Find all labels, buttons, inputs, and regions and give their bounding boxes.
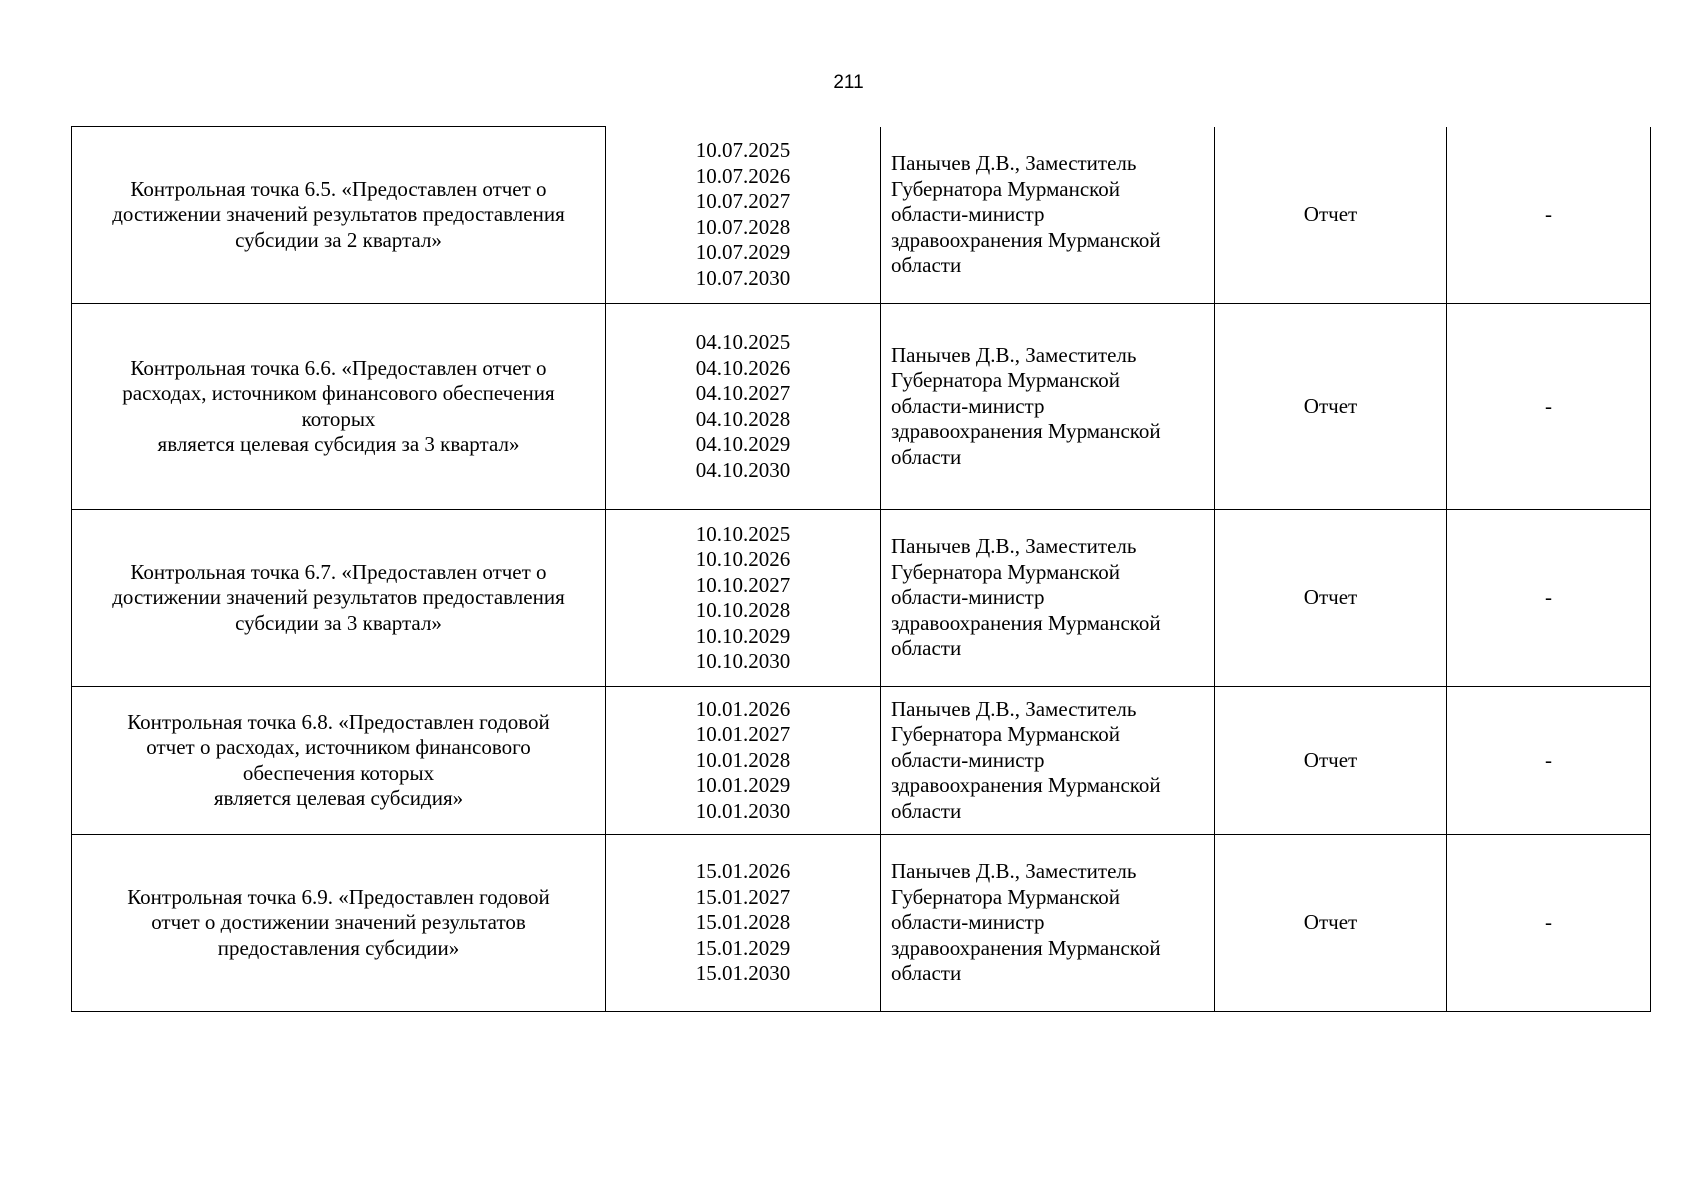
responsible-person-cell (881, 835, 1215, 1012)
control-point-name-line: является целевая субсидия за 3 квартал» (157, 432, 520, 456)
deadline-dates-cell (606, 687, 881, 835)
note-cell: - (1447, 835, 1651, 1012)
control-point-name-line: достижении значений результатов предоставления (112, 202, 565, 227)
responsible-person-line: Панычев Д.В., Заместитель (891, 859, 1137, 884)
result-type-cell: Отчет (1215, 304, 1447, 510)
table-row (72, 835, 1651, 1012)
responsible-person-line: Панычев Д.В., Заместитель (891, 342, 1137, 367)
deadline-date: 10.01.2028 (695, 747, 791, 772)
control-point-name-cell (72, 304, 606, 510)
deadline-date: 10.01.2026 (695, 696, 791, 721)
deadline-date: 15.01.2028 (695, 910, 791, 935)
responsible-person-line: здравоохранения Мурманской (891, 610, 1161, 635)
control-points-table (71, 126, 1651, 1012)
responsible-person-line: Губернатора Мурманской (891, 176, 1121, 201)
control-point-name-cell (72, 510, 606, 687)
control-point-name-line: которых (301, 406, 376, 431)
control-point-name-line: Контрольная точка 6.9. «Предоставлен годовой (127, 884, 550, 909)
control-point-name-cell (72, 835, 606, 1012)
responsible-person-line: области (891, 798, 962, 823)
responsible-person-line: Панычев Д.В., Заместитель (891, 151, 1137, 175)
control-point-name-line: обеспечения которых (242, 760, 435, 785)
control-point-name-line: расходах, источником финансового обеспечения (122, 381, 555, 405)
responsible-person-line: области (891, 636, 962, 661)
result-type-cell: Отчет (1215, 687, 1447, 835)
control-point-name-cell (72, 127, 606, 304)
control-point-name-line: отчет о расходах, источником финансового (146, 735, 531, 759)
responsible-person-cell (881, 510, 1215, 687)
control-point-name-line: достижении значений результатов предоставления (112, 585, 565, 610)
note-cell: - (1447, 127, 1651, 304)
deadline-date: 10.07.2026 (695, 163, 791, 188)
deadline-date: 04.10.2027 (695, 381, 791, 405)
deadline-date: 04.10.2030 (695, 457, 791, 482)
deadline-date: 10.07.2028 (695, 214, 791, 239)
deadline-date: 10.07.2030 (695, 265, 791, 290)
responsible-person-line: области-министр (891, 393, 1045, 418)
deadline-dates-cell (606, 835, 881, 1012)
responsible-person-cell (881, 687, 1215, 835)
control-point-name-line: Контрольная точка 6.7. «Предоставлен отчет о (130, 559, 547, 584)
result-type-cell: Отчет (1215, 127, 1447, 304)
deadline-date: 10.10.2028 (695, 598, 791, 622)
control-point-name-line: является целевая субсидия» (213, 786, 464, 810)
deadline-date: 04.10.2029 (695, 432, 791, 456)
responsible-person-line: Панычев Д.В., Заместитель (891, 534, 1137, 559)
responsible-person-line: области-министр (891, 585, 1045, 610)
responsible-person-line: области-министр (891, 747, 1045, 772)
deadline-date: 15.01.2026 (695, 859, 791, 884)
responsible-person-line: области-министр (891, 202, 1045, 226)
deadline-date: 10.10.2025 (695, 521, 791, 546)
deadline-date: 10.10.2027 (695, 572, 791, 597)
result-type-cell: Отчет (1215, 835, 1447, 1012)
responsible-person-line: здравоохранения Мурманской (891, 935, 1161, 960)
control-point-name-line: отчет о достижении значений результатов (151, 910, 526, 935)
responsible-person-line: области (891, 444, 962, 469)
table-row (72, 687, 1651, 835)
responsible-person-line: Губернатора Мурманской (891, 559, 1121, 584)
control-point-name-line: предоставления субсидии» (217, 935, 460, 960)
note-cell: - (1447, 687, 1651, 835)
control-point-name-line: субсидии за 3 квартал» (235, 610, 442, 635)
responsible-person-cell (881, 127, 1215, 304)
deadline-date: 10.07.2027 (695, 189, 791, 214)
responsible-person-line: Губернатора Мурманской (891, 368, 1121, 393)
table-body (72, 127, 1651, 1012)
table-row (72, 510, 1651, 687)
deadline-date: 10.07.2029 (695, 240, 791, 265)
responsible-person-line: здравоохранения Мурманской (891, 419, 1161, 444)
control-point-name-line: субсидии за 2 квартал» (235, 227, 442, 252)
deadline-date: 15.01.2030 (695, 961, 791, 986)
deadline-date: 04.10.2028 (695, 406, 791, 431)
deadline-date: 10.07.2025 (695, 138, 791, 163)
note-cell: - (1447, 304, 1651, 510)
deadline-date: 15.01.2029 (695, 935, 791, 960)
table-row (72, 304, 1651, 510)
deadline-date: 15.01.2027 (695, 884, 791, 909)
responsible-person-line: здравоохранения Мурманской (891, 773, 1161, 798)
result-type-cell: Отчет (1215, 510, 1447, 687)
deadline-dates-cell (606, 304, 881, 510)
deadline-dates-cell (606, 127, 881, 304)
deadline-date: 10.01.2027 (695, 722, 791, 747)
table-row (72, 127, 1651, 304)
responsible-person-line: Губернатора Мурманской (891, 884, 1121, 909)
deadline-dates-cell (606, 510, 881, 687)
responsible-person-line: Губернатора Мурманской (891, 722, 1121, 747)
responsible-person-line: области (891, 961, 962, 986)
responsible-person-line: Панычев Д.В., Заместитель (891, 696, 1137, 721)
deadline-date: 04.10.2026 (695, 355, 791, 380)
control-point-name-line: Контрольная точка 6.6. «Предоставлен отчет о (130, 355, 547, 380)
deadline-date: 10.10.2029 (695, 623, 791, 648)
deadline-date: 04.10.2025 (695, 330, 791, 354)
control-point-name-cell (72, 687, 606, 835)
page-number: 211 (833, 72, 864, 93)
responsible-person-cell (881, 304, 1215, 510)
note-cell: - (1447, 510, 1651, 687)
deadline-date: 10.10.2026 (695, 547, 791, 571)
control-point-name-line: Контрольная точка 6.5. «Предоставлен отчет о (130, 176, 547, 201)
deadline-date: 10.10.2030 (695, 649, 791, 673)
responsible-person-line: здравоохранения Мурманской (891, 227, 1161, 252)
deadline-date: 10.01.2030 (695, 798, 791, 823)
responsible-person-line: области (891, 253, 962, 277)
responsible-person-line: области-министр (891, 910, 1045, 935)
deadline-date: 10.01.2029 (695, 773, 791, 798)
control-point-name-line: Контрольная точка 6.8. «Предоставлен годовой (127, 709, 550, 734)
